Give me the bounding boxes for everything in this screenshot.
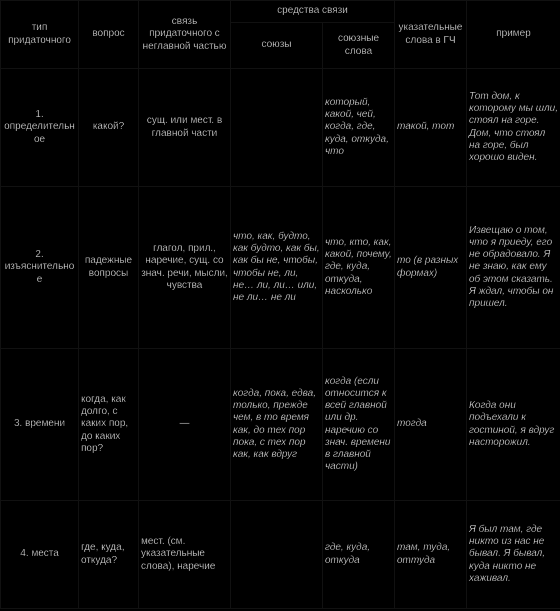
cell-question: когда, как долго, с каких пор, до каких пор? <box>79 349 139 501</box>
header-type: тип придаточного <box>1 1 79 69</box>
header-link: связь придаточного с неглавной частью <box>139 1 231 69</box>
cell-link: — <box>139 349 231 501</box>
header-question: вопрос <box>79 1 139 69</box>
cell-allied-words: где, куда, откуда <box>323 501 395 609</box>
cell-example: Тот дом, к которому мы шли, стоял на горе. Дом, что стоял на горе, был хорошо виден. <box>467 69 560 187</box>
cell-question: где, куда, откуда? <box>79 501 139 609</box>
cell-conjunctions <box>231 69 323 187</box>
header-conjunctions: союзы <box>231 23 323 69</box>
header-example: пример <box>467 1 560 69</box>
cell-question: какой? <box>79 69 139 187</box>
cell-type: 4. места <box>1 501 79 609</box>
table-row <box>1 349 560 501</box>
header-allied-words: союзные слова <box>323 23 395 69</box>
cell-type: 3. времени <box>1 349 79 501</box>
cell-link: мест. (см. указательные слова), наречие <box>139 501 231 609</box>
cell-example: Когда они подъехали к гостиной, я вдруг насторожил. <box>467 349 560 501</box>
cell-conjunctions <box>231 501 323 609</box>
cell-demonstrative: такой, тот <box>395 69 467 187</box>
cell-allied-words: который, какой, чей, когда, где, куда, откуда, что <box>323 69 395 187</box>
header-means-group: средства связи <box>231 1 395 23</box>
cell-type: 1. определительное <box>1 69 79 187</box>
cell-example: Извещаю о том, что я приеду, его не обрадовало. Я не знаю, как ему об этом сказать. Я ждал, чтобы он пришел. <box>467 187 560 349</box>
cell-demonstrative: то (в разных формах) <box>395 187 467 349</box>
cell-allied-words: что, кто, как, какой, почему, где, куда, откуда, насколько <box>323 187 395 349</box>
header-demonstrative: указательные слова в ГЧ <box>395 1 467 69</box>
table-row <box>1 187 560 349</box>
cell-link: глагол, прил., наречие, сущ. со знач. речи, мысли, чувства <box>139 187 231 349</box>
cell-demonstrative: тогда <box>395 349 467 501</box>
cell-question: падежные вопросы <box>79 187 139 349</box>
cell-conjunctions: когда, пока, едва, только, прежде чем, в то время как, до тех пор пока, с тех пор как, как вдруг <box>231 349 323 501</box>
cell-allied-words: когда (если относится к всей главной или др. наречию со знач. времени в главной части) <box>323 349 395 501</box>
table-row <box>1 501 560 609</box>
cell-conjunctions: что, как, будто, как будто, как бы, как бы не, чтобы, чтобы не, ли, не… ли, ли… или, не ли… не ли <box>231 187 323 349</box>
table-row <box>1 69 560 187</box>
cell-link: сущ. или мест. в главной части <box>139 69 231 187</box>
cell-demonstrative: там, туда, оттуда <box>395 501 467 609</box>
cell-example: Я был там, где никто из нас не бывал. Я бывал, куда никто не хаживал. <box>467 501 560 609</box>
cell-type: 2. изъяснительное <box>1 187 79 349</box>
